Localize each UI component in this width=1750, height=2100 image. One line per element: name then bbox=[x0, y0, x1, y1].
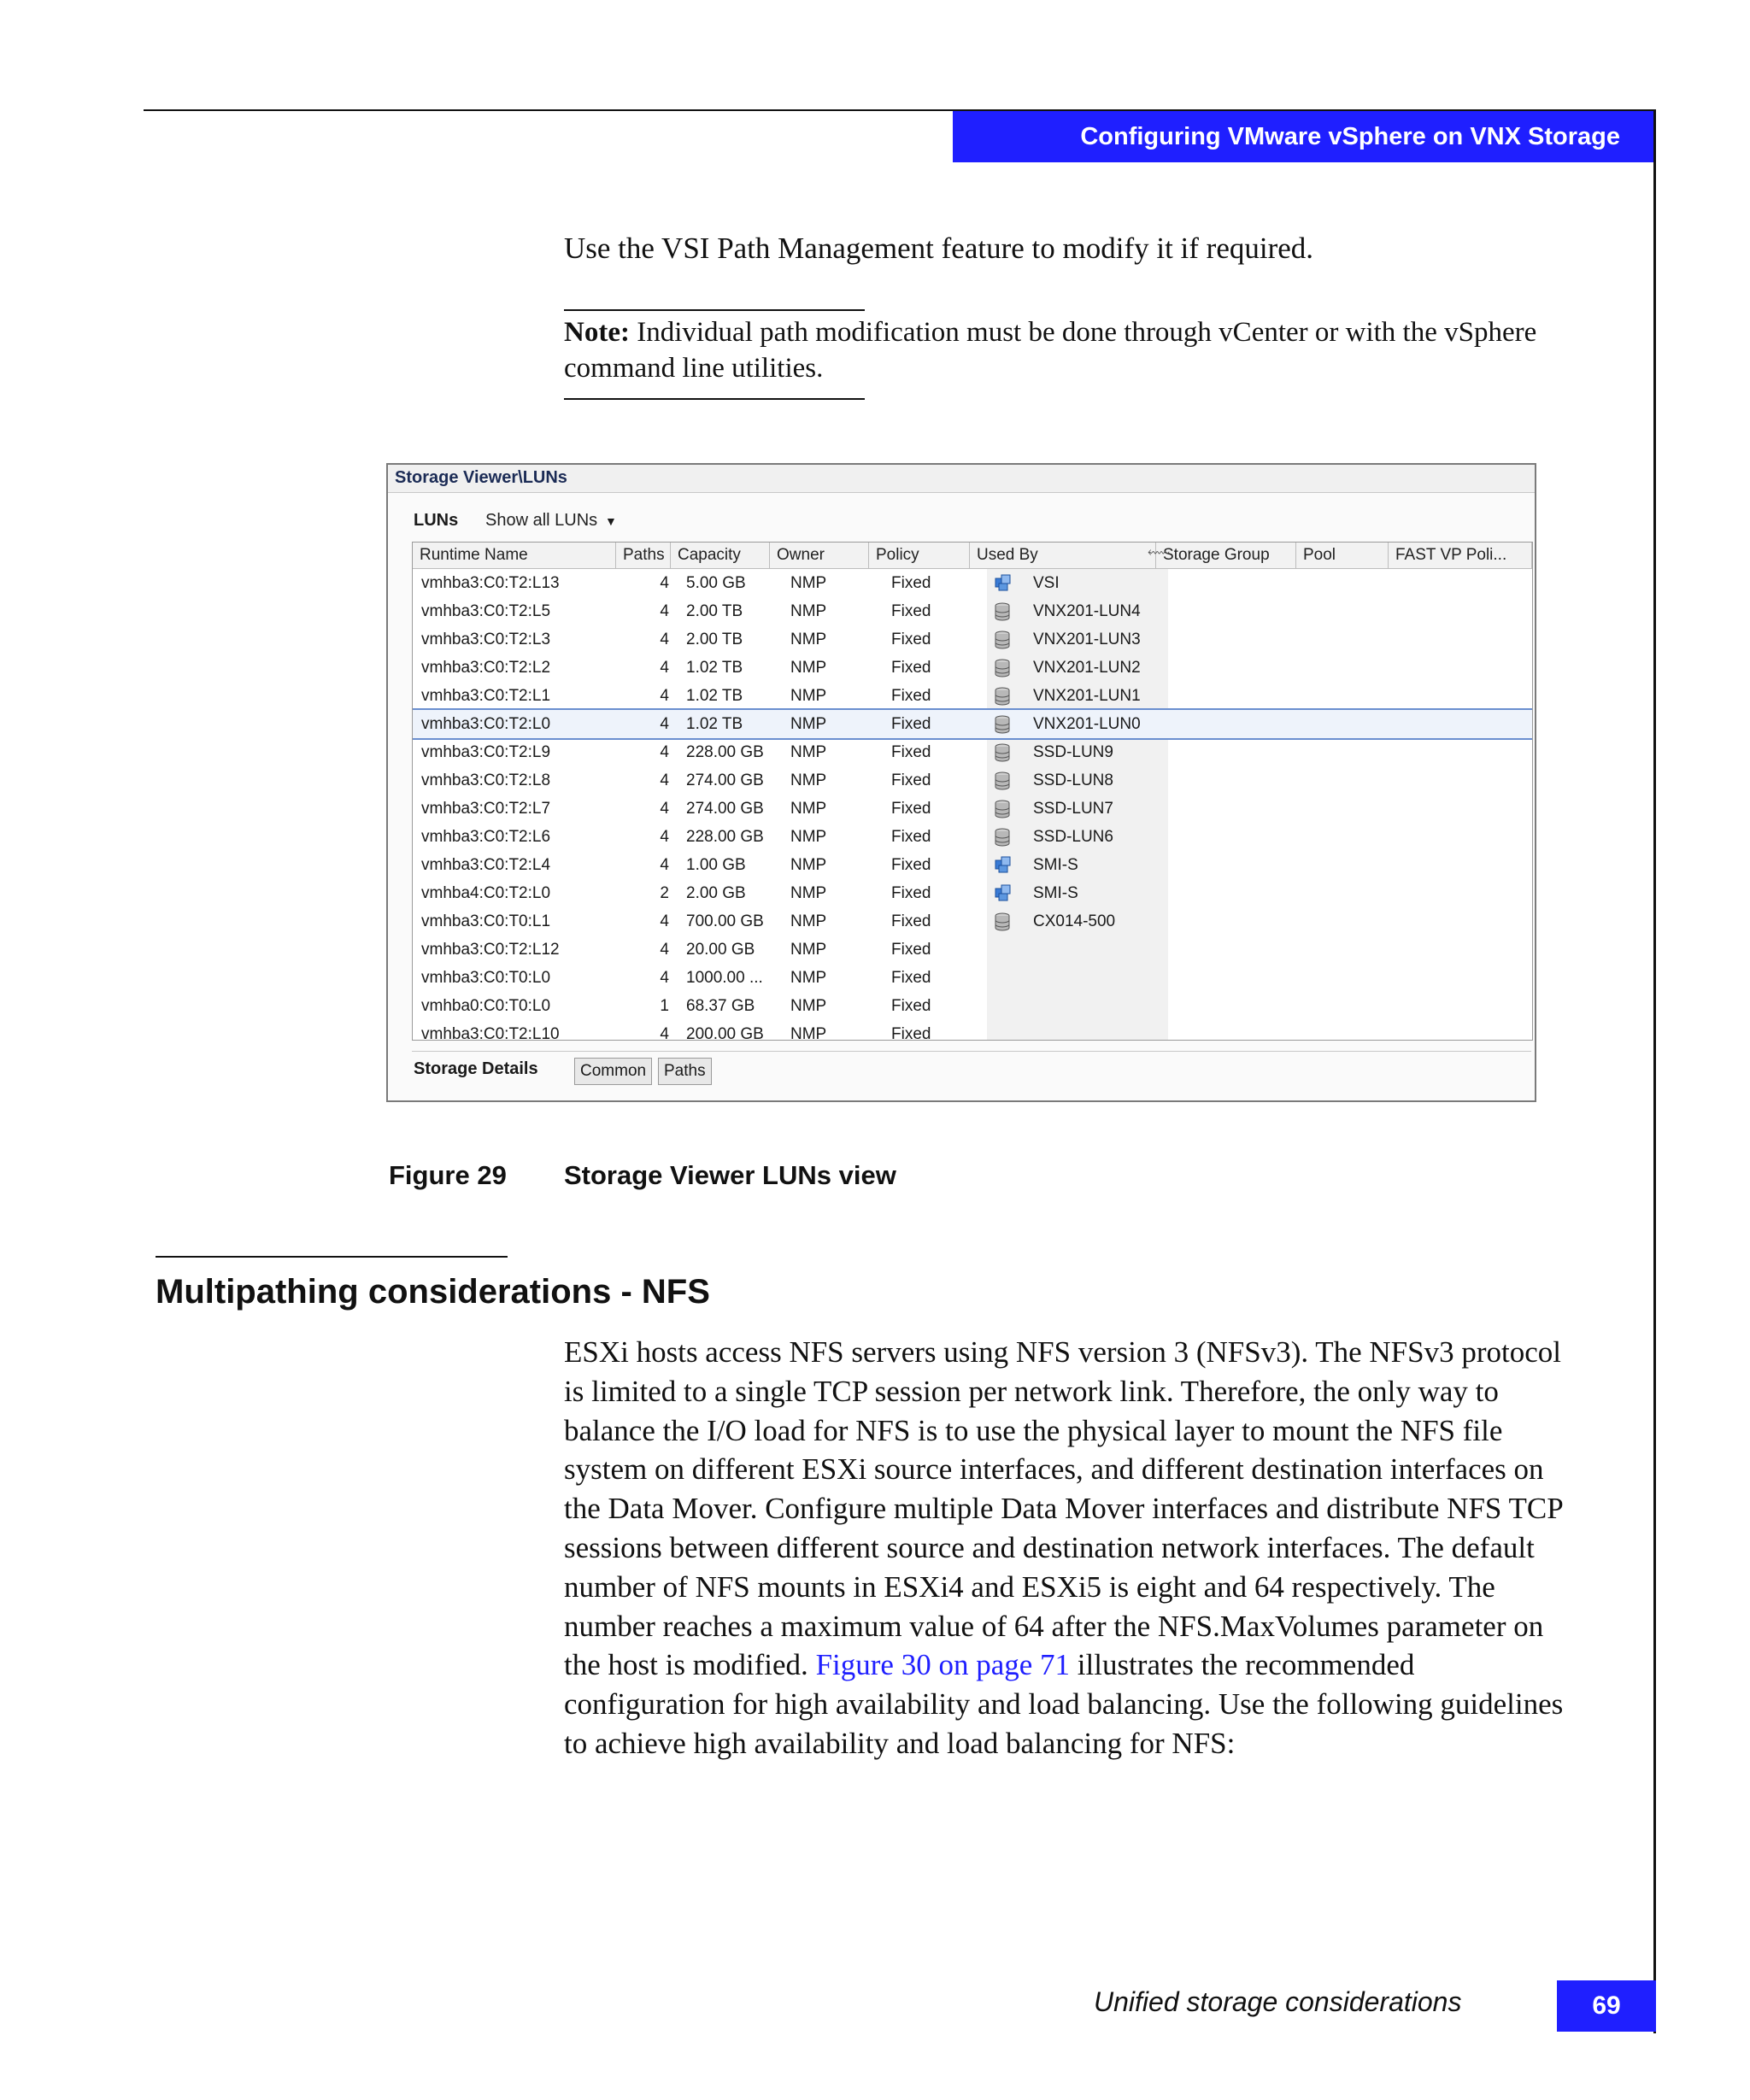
row-capacity: 228.00 GB bbox=[686, 743, 764, 761]
sort-arrow-icon: ⬳ bbox=[1148, 544, 1170, 561]
row-paths: 4 bbox=[660, 1025, 669, 1041]
row-paths: 4 bbox=[660, 715, 669, 733]
row-used-by: VNX201-LUN0 bbox=[1033, 715, 1141, 733]
row-capacity: 1.02 TB bbox=[686, 715, 743, 733]
row-policy: Fixed bbox=[891, 574, 931, 592]
table-row[interactable] bbox=[413, 569, 1532, 597]
note-top-rule bbox=[564, 309, 865, 311]
row-paths: 4 bbox=[660, 687, 669, 705]
row-capacity: 1.02 TB bbox=[686, 687, 743, 705]
row-runtime-name: vmhba3:C0:T2:L5 bbox=[421, 602, 551, 620]
row-used-by: VNX201-LUN3 bbox=[1033, 631, 1141, 648]
row-paths: 4 bbox=[660, 856, 669, 874]
row-capacity: 2.00 GB bbox=[686, 884, 746, 902]
row-used-by bbox=[1033, 1020, 1161, 1041]
row-owner: NMP bbox=[790, 659, 827, 677]
vsi-icon bbox=[994, 569, 1021, 597]
row-owner: NMP bbox=[790, 602, 827, 620]
row-runtime-name: vmhba3:C0:T2:L12 bbox=[421, 941, 560, 959]
row-capacity: 274.00 GB bbox=[686, 771, 764, 789]
row-runtime-name: vmhba3:C0:T2:L4 bbox=[421, 856, 551, 874]
table-row[interactable] bbox=[413, 964, 1532, 992]
column-header-storage-group[interactable]: Storage Group bbox=[1156, 543, 1296, 568]
row-policy: Fixed bbox=[891, 941, 931, 959]
details-divider bbox=[412, 1051, 1531, 1052]
row-owner: NMP bbox=[790, 687, 827, 705]
row-owner: NMP bbox=[790, 574, 827, 592]
row-runtime-name: vmhba3:C0:T2:L10 bbox=[421, 1025, 560, 1041]
page-edge-rule bbox=[1653, 111, 1656, 2033]
row-capacity: 2.00 TB bbox=[686, 631, 743, 648]
intro-text: Use the VSI Path Management feature to modify it if required. bbox=[564, 232, 1314, 265]
row-paths: 4 bbox=[660, 941, 669, 959]
row-used-by: SSD-LUN6 bbox=[1033, 828, 1113, 846]
table-row[interactable] bbox=[413, 682, 1532, 710]
database-icon bbox=[994, 625, 1021, 654]
chapter-header: Configuring VMware vSphere on VNX Storage bbox=[953, 111, 1656, 162]
row-paths: 4 bbox=[660, 631, 669, 648]
row-policy: Fixed bbox=[891, 828, 931, 846]
vsi-icon bbox=[994, 851, 1021, 879]
database-icon bbox=[994, 907, 1021, 936]
row-owner: NMP bbox=[790, 912, 827, 930]
row-owner: NMP bbox=[790, 771, 827, 789]
row-runtime-name: vmhba3:C0:T0:L1 bbox=[421, 912, 551, 930]
table-header bbox=[413, 543, 1532, 569]
row-used-by: VSI bbox=[1033, 574, 1060, 592]
row-used-by bbox=[1033, 992, 1161, 1020]
vsi-icon bbox=[994, 879, 1021, 907]
row-policy: Fixed bbox=[891, 659, 931, 677]
tab-common[interactable]: Common bbox=[574, 1058, 652, 1085]
row-used-by: VNX201-LUN2 bbox=[1033, 659, 1141, 677]
row-policy: Fixed bbox=[891, 912, 931, 930]
row-capacity: 200.00 GB bbox=[686, 1025, 764, 1041]
column-header-used-by[interactable]: Used By bbox=[970, 543, 1156, 568]
row-owner: NMP bbox=[790, 1025, 827, 1041]
row-owner: NMP bbox=[790, 715, 827, 733]
row-paths: 4 bbox=[660, 828, 669, 846]
column-header-pool[interactable]: Pool bbox=[1296, 543, 1389, 568]
row-runtime-name: vmhba3:C0:T2:L8 bbox=[421, 771, 551, 789]
row-used-by: SSD-LUN9 bbox=[1033, 743, 1113, 761]
row-runtime-name: vmhba3:C0:T2:L9 bbox=[421, 743, 551, 761]
table-row[interactable] bbox=[413, 936, 1532, 964]
row-owner: NMP bbox=[790, 884, 827, 902]
row-policy: Fixed bbox=[891, 743, 931, 761]
column-header-fast-vp-policy[interactable]: FAST VP Poli... bbox=[1389, 543, 1532, 568]
column-header-paths[interactable]: Paths bbox=[616, 543, 671, 568]
row-paths: 4 bbox=[660, 800, 669, 818]
row-used-by: SSD-LUN8 bbox=[1033, 771, 1113, 789]
table-row[interactable] bbox=[413, 795, 1532, 823]
row-runtime-name: vmhba3:C0:T2:L6 bbox=[421, 828, 551, 846]
database-icon bbox=[994, 823, 1021, 851]
row-runtime-name: vmhba3:C0:T2:L1 bbox=[421, 687, 551, 705]
row-owner: NMP bbox=[790, 828, 827, 846]
table-row[interactable] bbox=[413, 992, 1532, 1020]
row-capacity: 700.00 GB bbox=[686, 912, 764, 930]
note bbox=[564, 314, 1547, 386]
row-policy: Fixed bbox=[891, 856, 931, 874]
database-icon bbox=[994, 654, 1021, 682]
row-capacity: 20.00 GB bbox=[686, 941, 755, 959]
row-owner: NMP bbox=[790, 631, 827, 648]
row-used-by bbox=[1033, 936, 1161, 964]
row-capacity: 274.00 GB bbox=[686, 800, 764, 818]
row-paths: 1 bbox=[660, 997, 669, 1015]
nfs-paragraph bbox=[564, 1333, 1564, 1763]
row-capacity: 228.00 GB bbox=[686, 828, 764, 846]
row-runtime-name: vmhba3:C0:T2:L13 bbox=[421, 574, 560, 592]
row-runtime-name: vmhba3:C0:T2:L7 bbox=[421, 800, 551, 818]
row-paths: 2 bbox=[660, 884, 669, 902]
row-policy: Fixed bbox=[891, 997, 931, 1015]
database-icon bbox=[994, 795, 1021, 823]
table-row[interactable] bbox=[413, 597, 1532, 625]
figure-title: Storage Viewer LUNs view bbox=[564, 1160, 896, 1190]
row-used-by: SMI-S bbox=[1033, 856, 1078, 874]
row-runtime-name: vmhba3:C0:T2:L2 bbox=[421, 659, 551, 677]
row-paths: 4 bbox=[660, 771, 669, 789]
row-paths: 4 bbox=[660, 743, 669, 761]
row-capacity: 1000.00 ... bbox=[686, 969, 763, 987]
column-header-policy[interactable]: Policy bbox=[869, 543, 970, 568]
row-runtime-name: vmhba4:C0:T2:L0 bbox=[421, 884, 551, 902]
row-capacity: 1.00 GB bbox=[686, 856, 746, 874]
row-capacity: 1.02 TB bbox=[686, 659, 743, 677]
database-icon bbox=[994, 597, 1021, 625]
row-owner: NMP bbox=[790, 800, 827, 818]
row-policy: Fixed bbox=[891, 1025, 931, 1041]
table-row[interactable] bbox=[413, 766, 1532, 795]
database-icon bbox=[994, 710, 1021, 738]
paragraph-text-before: ESXi hosts access NFS servers using NFS version 3 (NFSv3). The NFSv3 protocol is limited to a single TCP session per network link. Therefore, the only way to balance the I/O load for NFS is to use the physical layer to mount the NFS file system on different ESXi source interfaces, and different destination interfaces on the Data Mover. Configure multiple Data Mover interfaces and distribute NFS TCP sessions between different source and destination network interfaces. The default number of NFS mounts in ESXi4 and ESXi5 is eight and 64 respectively. The number reaches a maximum value of 64 after the NFS.MaxVolumes parameter on the host is modified. bbox=[564, 1335, 1563, 1682]
row-paths: 4 bbox=[660, 602, 669, 620]
section-heading: Multipathing considerations - NFS bbox=[156, 1273, 710, 1311]
table-row[interactable] bbox=[413, 654, 1532, 682]
table-row[interactable] bbox=[413, 625, 1532, 654]
row-owner: NMP bbox=[790, 941, 827, 959]
database-icon bbox=[994, 682, 1021, 710]
figure-number: Figure 29 bbox=[389, 1160, 507, 1190]
row-runtime-name: vmhba3:C0:T2:L0 bbox=[421, 715, 551, 733]
table-row[interactable] bbox=[413, 710, 1532, 738]
row-used-by: VNX201-LUN4 bbox=[1033, 602, 1141, 620]
row-capacity: 68.37 GB bbox=[686, 997, 755, 1015]
column-header-runtime-name[interactable]: Runtime Name bbox=[413, 543, 616, 568]
database-icon bbox=[994, 766, 1021, 795]
row-policy: Fixed bbox=[891, 884, 931, 902]
note-text: Individual path modification must be done through vCenter or with the vSphere command line utilities. bbox=[564, 317, 1537, 384]
table-row[interactable] bbox=[413, 907, 1532, 936]
row-capacity: 2.00 TB bbox=[686, 602, 743, 620]
table-row[interactable] bbox=[413, 851, 1532, 879]
row-runtime-name: vmhba3:C0:T2:L3 bbox=[421, 631, 551, 648]
row-policy: Fixed bbox=[891, 715, 931, 733]
dropdown-caret-icon[interactable]: ▼ bbox=[605, 514, 617, 528]
row-used-by: SMI-S bbox=[1033, 884, 1078, 902]
figure-30-link[interactable]: Figure 30 on page 71 bbox=[815, 1648, 1071, 1682]
row-runtime-name: vmhba0:C0:T0:L0 bbox=[421, 997, 551, 1015]
row-used-by: CX014-500 bbox=[1033, 912, 1116, 930]
row-policy: Fixed bbox=[891, 800, 931, 818]
row-policy: Fixed bbox=[891, 602, 931, 620]
row-capacity: 5.00 GB bbox=[686, 574, 746, 592]
section-rule bbox=[156, 1256, 508, 1258]
row-policy: Fixed bbox=[891, 631, 931, 648]
storage-viewer-screenshot bbox=[386, 463, 1536, 1102]
note-label: Note: bbox=[564, 317, 630, 348]
row-owner: NMP bbox=[790, 969, 827, 987]
database-icon bbox=[994, 738, 1021, 766]
table-row[interactable] bbox=[413, 738, 1532, 766]
row-used-by: SSD-LUN7 bbox=[1033, 800, 1113, 818]
paragraph-text-after: illustrates the recommended configuration for high availability and load balancing. Use the following guidelines to achieve high availability and load balancing for NFS: bbox=[564, 1648, 1564, 1760]
row-policy: Fixed bbox=[891, 687, 931, 705]
row-paths: 4 bbox=[660, 574, 669, 592]
row-paths: 4 bbox=[660, 912, 669, 930]
row-policy: Fixed bbox=[891, 771, 931, 789]
luns-table bbox=[412, 542, 1533, 1041]
storage-details-label: Storage Details bbox=[414, 1059, 538, 1078]
row-owner: NMP bbox=[790, 856, 827, 874]
luns-filter-dropdown[interactable]: Show all LUNs bbox=[485, 511, 598, 530]
storage-viewer-title: Storage Viewer\LUNs bbox=[395, 468, 567, 487]
row-paths: 4 bbox=[660, 969, 669, 987]
row-used-by: VNX201-LUN1 bbox=[1033, 687, 1141, 705]
row-owner: NMP bbox=[790, 997, 827, 1015]
note-bottom-rule bbox=[564, 398, 865, 400]
row-used-by bbox=[1033, 964, 1161, 992]
page-number: 69 bbox=[1557, 1980, 1656, 2032]
row-owner: NMP bbox=[790, 743, 827, 761]
tab-paths[interactable]: Paths bbox=[658, 1058, 712, 1085]
table-row[interactable] bbox=[413, 1020, 1532, 1041]
table-row[interactable] bbox=[413, 879, 1532, 907]
row-policy: Fixed bbox=[891, 969, 931, 987]
table-row[interactable] bbox=[413, 823, 1532, 851]
luns-label: LUNs bbox=[414, 511, 459, 530]
row-runtime-name: vmhba3:C0:T0:L0 bbox=[421, 969, 551, 987]
column-header-owner[interactable]: Owner bbox=[770, 543, 869, 568]
column-header-capacity[interactable]: Capacity bbox=[671, 543, 770, 568]
row-paths: 4 bbox=[660, 659, 669, 677]
footer-chapter-title: Unified storage considerations bbox=[1094, 1986, 1462, 2017]
